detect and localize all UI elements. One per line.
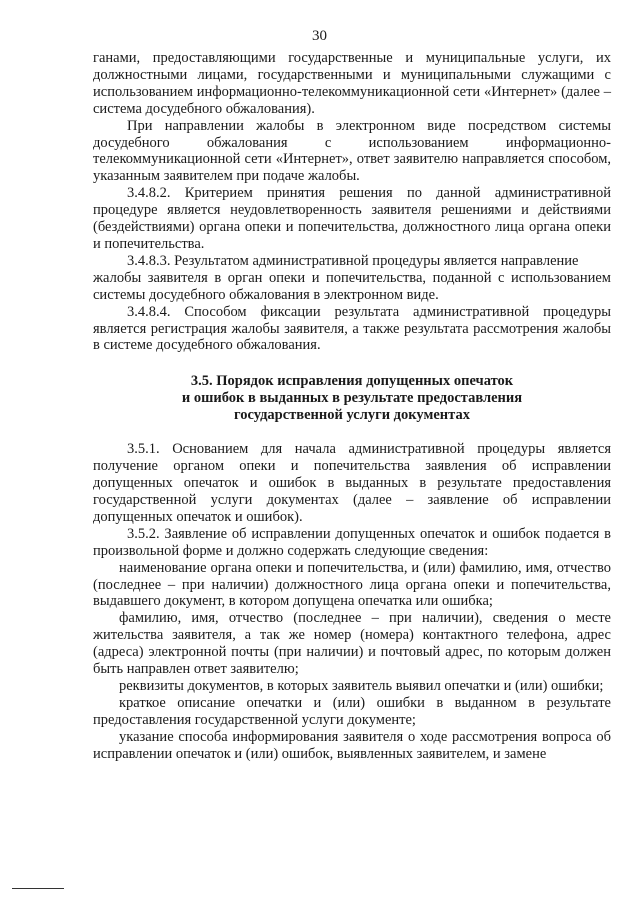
document-body bbox=[93, 50, 611, 763]
list-item: указание способа информирования заявителя о ходе рассмотрения вопроса об исправлении опечаток и (или) ошибок, выявленных заявителем, и замене bbox=[93, 728, 611, 762]
list-item: наименование органа опеки и попечительства, и (или) фамилию, имя, отчество (последнее – при наличии) должностного лица органа опеки и попечительства, выдавшего документ, в котором допущена опечатка или ошибка; bbox=[93, 559, 611, 610]
section-heading-line: и ошибок в выданных в результате предоставления bbox=[181, 390, 523, 407]
paragraph: При направлении жалобы в электронном виде посредством системы досудебного обжалования с использованием информационно-телекоммуникационной сети «Интернет», ответ заявителю направляется способом, указанным заявителем при подаче жалобы. bbox=[93, 117, 611, 185]
paragraph: 3.5.1. Основанием для начала административной процедуры является получение органом опеки и попечительства заявления об исправлении допущенных опечаток и ошибок в выданных в результате предоставления государственной услуги документах (далее – заявление об исправлении допущенных опечаток и ошибок). bbox=[93, 441, 611, 525]
section-heading-line: государственной услуги документах bbox=[234, 407, 470, 424]
section-heading bbox=[93, 373, 611, 424]
footnote-rule bbox=[12, 888, 64, 889]
paragraph: 3.4.8.4. Способом фиксации результата административной процедуры является регистрация жалобы заявителя, а также результата рассмотрения жалобы в системе досудебного обжалования. bbox=[93, 303, 611, 354]
list-item: реквизиты документов, в которых заявитель выявил опечатки и (или) ошибки; bbox=[119, 678, 604, 694]
paragraph: жалобы заявителя в орган опеки и попечительства, поданной с использованием системы досудебного обжалования в электронном виде. bbox=[93, 269, 611, 303]
paragraph: 3.5.2. Заявление об исправлении допущенных опечаток и ошибок подается в произвольной форме и должно содержать следующие сведения: bbox=[93, 525, 611, 559]
list-item: фамилию, имя, отчество (последнее – при наличии), сведения о месте жительства заявителя, а так же номер (номера) контактного телефона, адрес (адреса) электронной почты (при наличии) и почтовый адрес, по которым должен быть направлен ответ заявителю; bbox=[93, 610, 611, 678]
section-heading-line: 3.5. Порядок исправления допущенных опечаток bbox=[190, 373, 514, 390]
list-item: краткое описание опечатки и (или) ошибки в выданном в результате предоставления государственной услуги документе; bbox=[93, 694, 611, 728]
page-number: 30 bbox=[312, 28, 327, 44]
paragraph: ганами, предоставляющими государственные и муниципальные услуги, их должностными лицами, государственными и муниципальными служащими с использованием информационно-телекоммуникационной сети «Интернет» (далее – система досудебного обжалования). bbox=[93, 50, 611, 117]
paragraph: 3.4.8.2. Критерием принятия решения по данной административной процедуре является неудовлетворенность заявителя решениями и действиями (бездействиями) органа опеки и попечительства, должностного лица органа опеки и попечительства. bbox=[93, 185, 611, 252]
paragraph: 3.4.8.3. Результатом административной процедуры является направление bbox=[127, 252, 579, 269]
